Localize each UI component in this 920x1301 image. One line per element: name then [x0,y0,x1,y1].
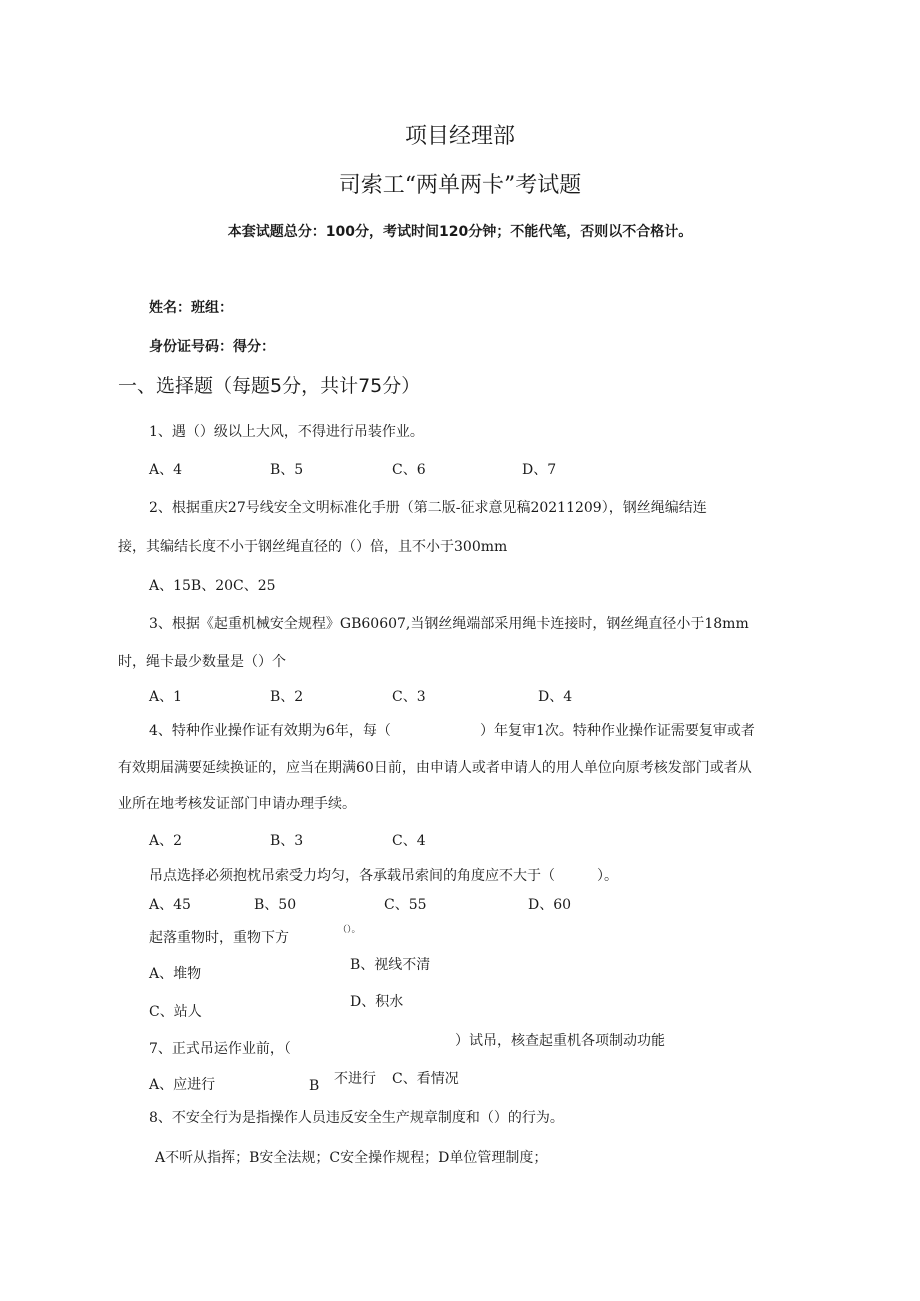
q5-option-b: B、50 [254,897,297,913]
q2-options: A、15B、20C、25 [149,578,276,594]
question-6-tail: （）。 [338,925,361,935]
q1-option-a: A、4 [149,462,183,478]
q1-option-d: D、7 [522,462,557,478]
q5-option-c: C、55 [384,897,427,913]
name-group-line: 姓名：班组： [149,300,233,316]
exam-title: 司索工“两单两卡”考试题 [338,173,582,198]
section-heading: 一、选择题（每题5分，共计75分） [118,375,421,397]
question-4-line-2: 有效期届满要延续换证的，应当在期满60日前，由申请人或者申请人的用人单位向原考核发部门或者从 [118,760,752,776]
question-4-line-3: 业所在地考核发证部门申请办理手续。 [118,796,356,812]
question-3-line-2: 时，绳卡最少数量是（）个 [118,654,286,670]
q1-option-b: B、5 [270,462,304,478]
q3-option-c: C、3 [392,689,426,705]
question-2-line-2: 接，其编结长度不小于钢丝绳直径的（）倍，且不小于300mm [118,539,508,555]
id-score-line: 身份证号码：得分： [149,339,275,355]
q6-option-b: B、视线不清 [350,957,431,973]
q3-option-b: B、2 [270,689,304,705]
page-title: 项目经理部 [404,124,515,149]
q3-option-a: A、1 [149,689,183,705]
q7-option-b-text: 不进行 [334,1071,376,1087]
q6-option-d: D、积水 [350,994,404,1010]
question-5: 吊点选择必须抱枕吊索受力均匀，各承载吊索间的角度应不大于（ [149,868,555,884]
q3-option-d: D、4 [538,689,573,705]
q8-options: A不听从指挥；B安全法规；C安全操作规程；D单位管理制度； [155,1150,548,1166]
q5-option-a: A、45 [149,897,191,913]
question-8: 8、不安全行为是指操作人员违反安全生产规章制度和（）的行为。 [149,1110,564,1126]
question-4-line-1b: ）年复审1次。特种作业操作证需要复审或者 [480,723,755,739]
q4-option-b: B、3 [270,833,304,849]
q6-option-c: C、站人 [149,1004,202,1020]
question-3-line-1: 3、根据《起重机械安全规程》GB60607,当钢丝绳端部采用绳卡连接时，钢丝绳直径小于18mm [149,616,749,632]
q4-option-c: C、4 [392,833,426,849]
q7-option-b-letter: B [309,1078,320,1094]
question-7-tail: ）试吊，核查起重机各项制动功能 [455,1033,665,1049]
q1-option-c: C、6 [392,462,426,478]
question-4-line-1a: 4、特种作业操作证有效期为6年，每（ [149,723,391,739]
q4-option-a: A、2 [149,833,183,849]
q6-option-a: A、堆物 [149,966,202,982]
question-5-tail: ）。 [597,868,618,884]
question-2-line-1: 2、根据重庆27号线安全文明标准化手册（第二版-征求意见稿20211209），钢丝绳编结连 [149,500,707,516]
q5-option-d: D、60 [528,897,572,913]
question-6: 起落重物时，重物下方 [149,930,289,946]
q7-option-a: A、应进行 [149,1077,216,1093]
question-7: 7、正式吊运作业前，（ [149,1041,291,1057]
question-1: 1、遇（）级以上大风，不得进行吊装作业。 [149,424,424,440]
exam-notice: 本套试题总分：100分，考试时间120分钟；不能代笔，否则以不合格计。 [227,224,693,240]
q7-option-c: C、看情况 [392,1071,459,1087]
